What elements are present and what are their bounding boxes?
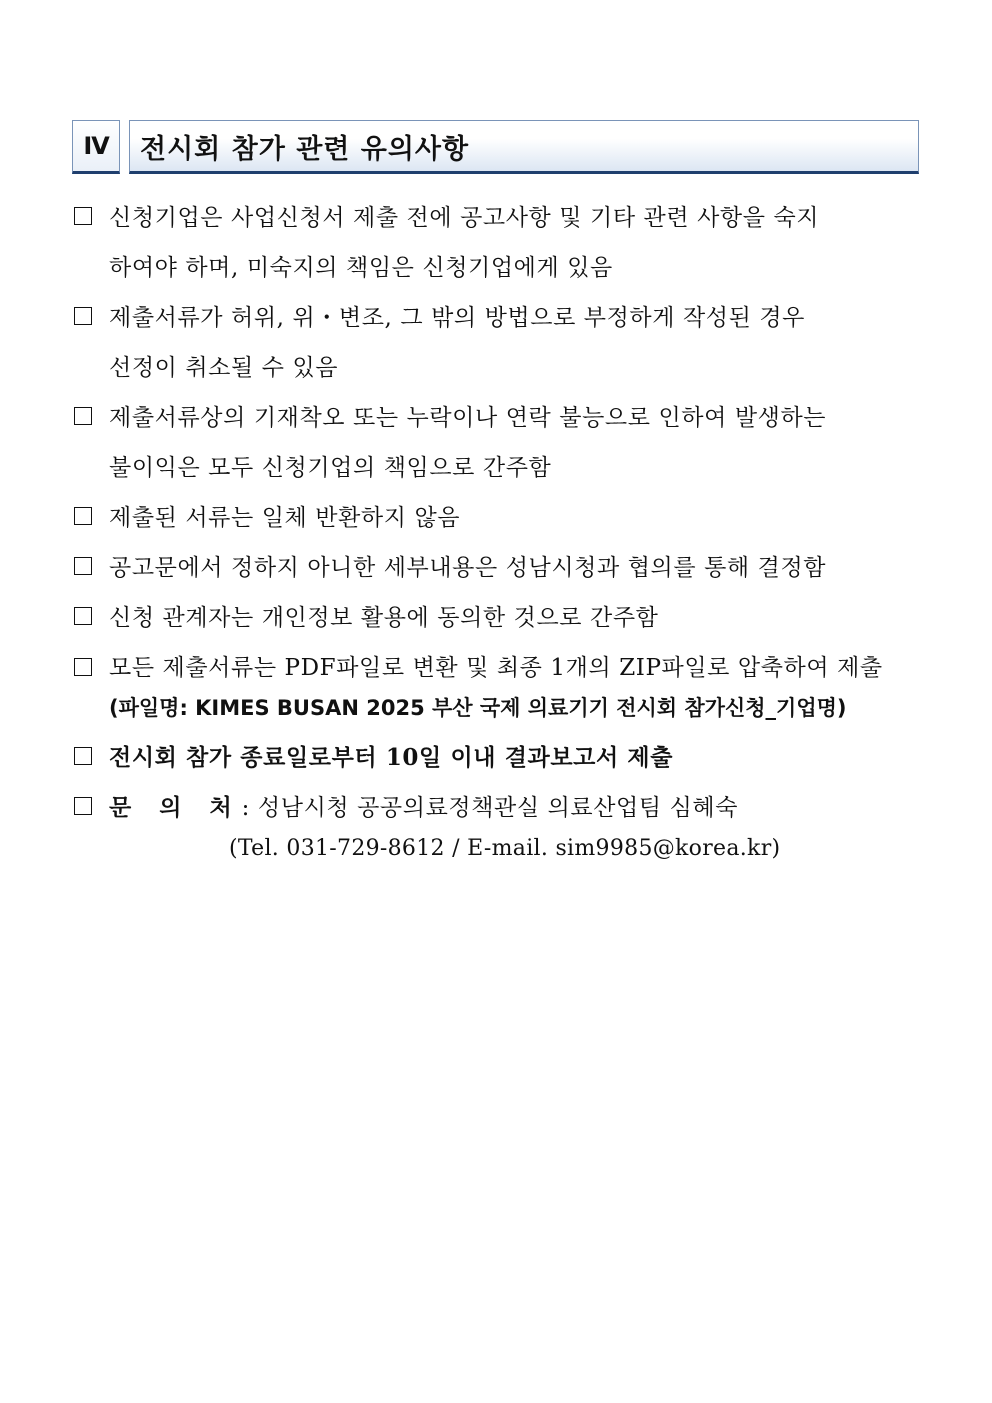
checkbox-icon bbox=[74, 607, 92, 625]
filename-note: (파일명: KIMES BUSAN 2025 부산 국제 의료기기 전시회 참가신청_기업명) bbox=[109, 696, 847, 720]
contact-label: 문 의 처 bbox=[109, 794, 242, 821]
notice-item bbox=[72, 733, 922, 783]
checkbox-icon bbox=[74, 747, 92, 765]
notice-text: 신청기업은 사업신청서 제출 전에 공고사항 및 기타 관련 사항을 숙지 bbox=[109, 205, 820, 231]
notice-item bbox=[72, 193, 922, 293]
notice-text: 모든 제출서류는 PDF파일로 변환 및 최종 1개의 ZIP파일로 압축하여 제출 bbox=[109, 655, 883, 681]
notice-item bbox=[72, 493, 922, 543]
notice-text: 공고문에서 정하지 아니한 세부내용은 성남시청과 협의를 통해 결정함 bbox=[109, 555, 827, 581]
checkbox-icon bbox=[74, 407, 92, 425]
checkbox-icon bbox=[74, 507, 92, 525]
section-header bbox=[72, 120, 919, 174]
notice-text: 하여야 하며, 미숙지의 책임은 신청기업에게 있음 bbox=[109, 255, 613, 281]
notice-text: 제출서류가 허위, 위・변조, 그 밖의 방법으로 부정하게 작성된 경우 bbox=[109, 305, 805, 331]
notice-item bbox=[72, 393, 922, 493]
notice-text: 선정이 취소될 수 있음 bbox=[109, 355, 339, 381]
checkbox-icon bbox=[74, 557, 92, 575]
notice-list bbox=[72, 193, 922, 833]
contact-item bbox=[72, 783, 922, 833]
notice-text: 불이익은 모두 신청기업의 책임으로 간주함 bbox=[109, 455, 552, 481]
section-title: 전시회 참가 관련 유의사항 bbox=[129, 120, 919, 174]
notice-text: 제출된 서류는 일체 반환하지 않음 bbox=[109, 505, 461, 531]
contact-detail: (Tel. 031-729-8612 / E-mail. sim9985@korea.kr) bbox=[229, 836, 781, 861]
notice-item bbox=[72, 643, 922, 733]
notice-text: 신청 관계자는 개인정보 활용에 동의한 것으로 간주함 bbox=[109, 605, 659, 631]
checkbox-icon bbox=[74, 307, 92, 325]
checkbox-icon bbox=[74, 207, 92, 225]
checkbox-icon bbox=[74, 658, 92, 676]
notice-item bbox=[72, 543, 922, 593]
section-number: Ⅳ bbox=[72, 120, 120, 174]
notice-text: 제출서류상의 기재착오 또는 누락이나 연락 불능으로 인하여 발생하는 bbox=[109, 405, 827, 431]
notice-text: 전시회 참가 종료일로부터 10일 이내 결과보고서 제출 bbox=[109, 744, 674, 771]
contact-text: : 성남시청 공공의료정책관실 의료산업팀 심혜숙 bbox=[241, 795, 739, 821]
checkbox-icon bbox=[74, 797, 92, 815]
notice-item bbox=[72, 293, 922, 393]
notice-item bbox=[72, 593, 922, 643]
